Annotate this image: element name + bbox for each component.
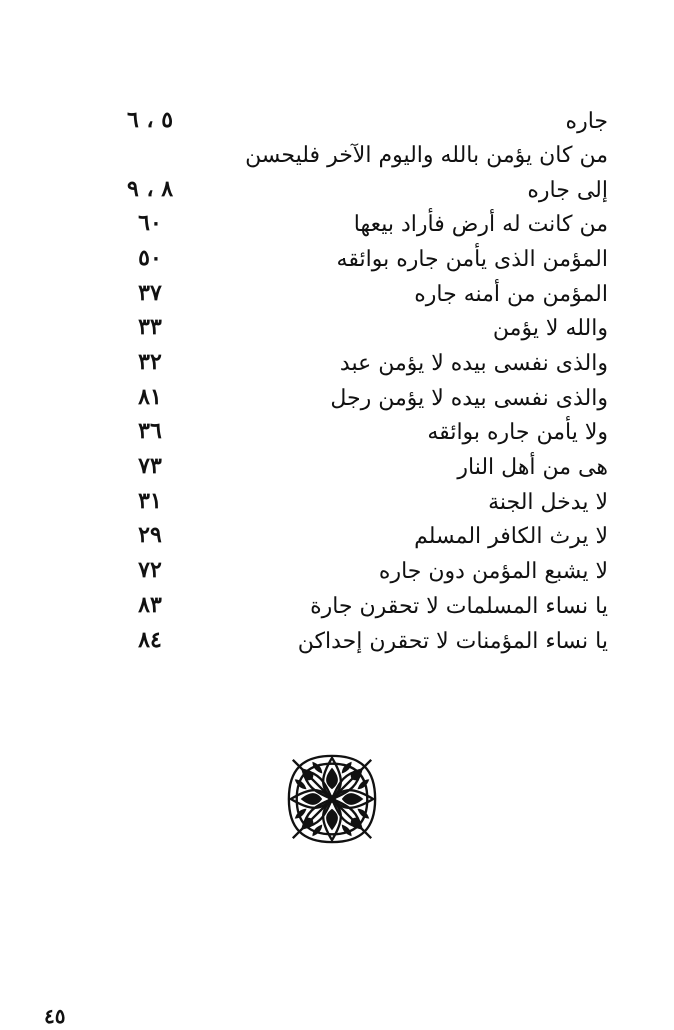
entry-phrase: هى من أهل النار bbox=[457, 455, 608, 480]
entry-phrase: لا يرث الكافر المسلم bbox=[414, 524, 608, 549]
entry-phrase: إلى جاره bbox=[527, 178, 608, 203]
index-entry bbox=[0, 175, 674, 209]
index-entry bbox=[0, 626, 674, 660]
entry-page-refs: ٦٠ bbox=[138, 210, 162, 236]
entry-page-refs: ٣٢ bbox=[138, 349, 162, 375]
entry-page-refs: ٥ ، ٦ bbox=[126, 107, 174, 133]
index-entry bbox=[0, 452, 674, 486]
entry-phrase: جاره bbox=[565, 109, 608, 134]
entry-phrase: والذى نفسى بيده لا يؤمن عبد bbox=[339, 351, 608, 376]
index-entry bbox=[0, 348, 674, 382]
entry-phrase: والذى نفسى بيده لا يؤمن رجل bbox=[330, 386, 608, 411]
entry-page-refs: ٣٧ bbox=[138, 280, 162, 306]
entry-phrase: من كانت له أرض فأراد بيعها bbox=[353, 212, 608, 237]
entry-page-refs: ٨٣ bbox=[138, 592, 162, 618]
entry-page-refs: ٨١ bbox=[138, 384, 162, 410]
entry-phrase: من كان يؤمن بالله واليوم الآخر فليحسن bbox=[245, 143, 608, 168]
entry-page-refs: ٢٩ bbox=[138, 522, 162, 548]
index-entry bbox=[0, 209, 674, 243]
entry-page-refs: ٨ ، ٩ bbox=[126, 176, 174, 202]
index-entry bbox=[0, 521, 674, 555]
entry-page-refs: ٧٢ bbox=[138, 557, 162, 583]
entry-phrase: يا نساء المسلمات لا تحقرن جارة bbox=[310, 594, 608, 619]
entry-page-refs: ٧٣ bbox=[138, 453, 162, 479]
entry-phrase: يا نساء المؤمنات لا تحقرن إحداكن bbox=[297, 629, 608, 654]
entry-phrase: لا يشبع المؤمن دون جاره bbox=[378, 559, 608, 584]
index-entry bbox=[0, 556, 674, 590]
arabesque-ornament-icon bbox=[282, 750, 382, 848]
index-entry bbox=[0, 279, 674, 313]
index-entry bbox=[0, 244, 674, 278]
entry-page-refs: ٥٠ bbox=[138, 245, 162, 271]
index-entry bbox=[0, 383, 674, 417]
index-entry bbox=[0, 417, 674, 451]
index-entry bbox=[0, 140, 674, 174]
index-entry bbox=[0, 313, 674, 347]
index-entry bbox=[0, 106, 674, 140]
entry-phrase: المؤمن الذى يأمن جاره بوائقه bbox=[336, 247, 608, 272]
entry-phrase: المؤمن من أمنه جاره bbox=[414, 282, 608, 307]
entry-page-refs: ٣١ bbox=[138, 488, 162, 514]
entry-phrase: والله لا يؤمن bbox=[492, 316, 608, 341]
entry-phrase: لا يدخل الجنة bbox=[488, 490, 608, 515]
entry-page-refs: ٣٣ bbox=[138, 314, 162, 340]
page-number: ٤٥ bbox=[44, 1004, 66, 1028]
entry-phrase: ولا يأمن جاره بوائقه bbox=[427, 420, 608, 445]
entry-page-refs: ٣٦ bbox=[138, 418, 162, 444]
index-entry bbox=[0, 591, 674, 625]
entry-page-refs: ٨٤ bbox=[138, 627, 162, 653]
index-entry bbox=[0, 487, 674, 521]
